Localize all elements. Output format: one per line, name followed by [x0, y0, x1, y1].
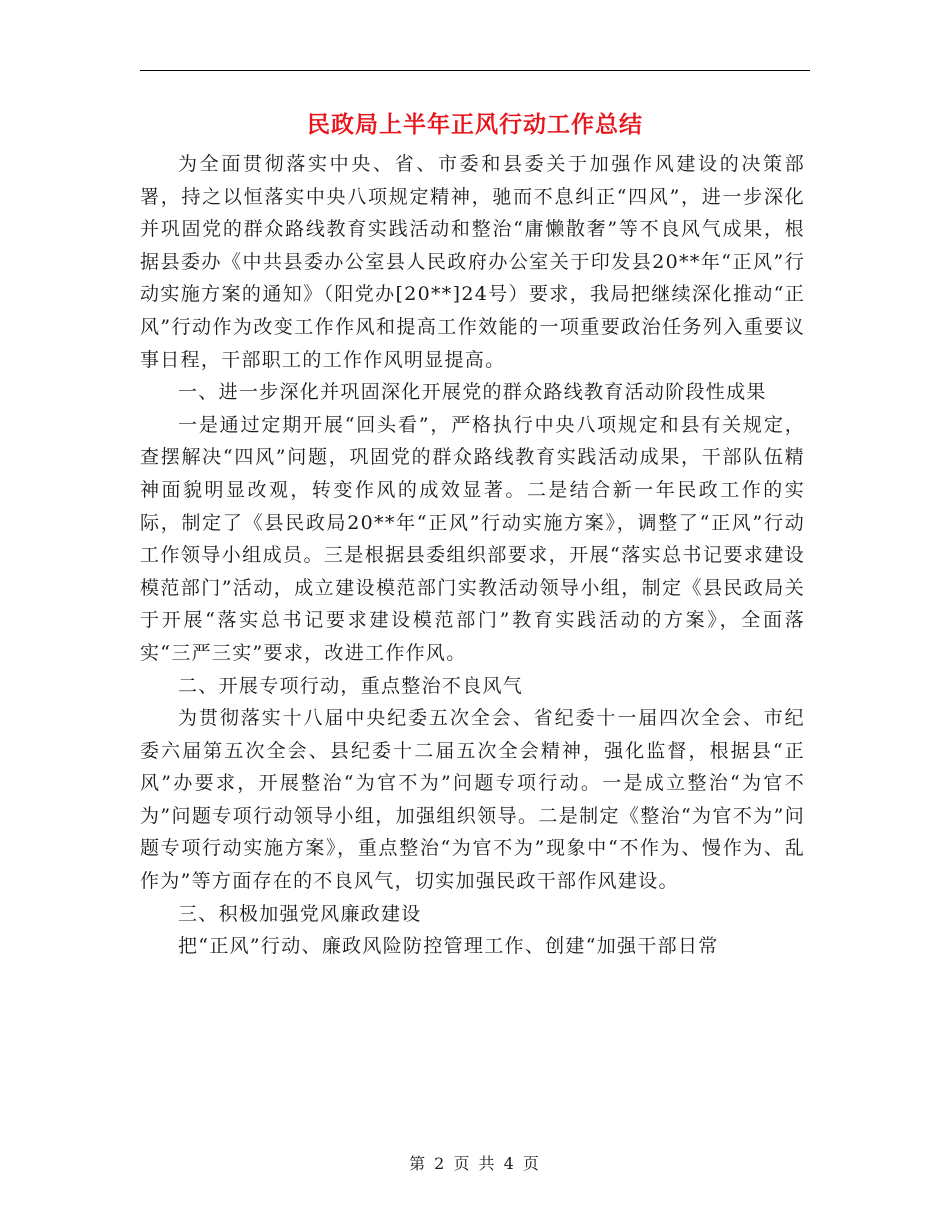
intro-paragraph: 为全面贯彻落实中央、省、市委和县委关于加强作风建设的决策部署，持之以恒落实中央八项规定精神，驰而不息纠正“四风”，进一步深化并巩固党的群众路线教育实践活动和整治“庸懒散奢”等不良风气成果，根据县委办《中共县委办公室县人民政府办公室关于印发县20**年“正风”行动实施方案的通知》（阳党办[20**]24号）要求，我局把继续深化推动“正风”行动作为改变工作作风和提高工作效能的一项重要政治任务列入重要议事日程，干部职工的工作作风明显提高。: [140, 153, 805, 371]
page-number-footer: 第 2 页 共 4 页: [409, 1154, 541, 1173]
section-heading-1: 一、进一步深化并巩固深化开展党的群众路线教育活动阶段性成果: [178, 381, 767, 404]
section-paragraph-3: 把“正风”行动、廉政风险防控管理工作、创建“加强干部日常: [178, 935, 719, 958]
section-paragraph-1: 一是通过定期开展“回头看”，严格执行中央八项规定和县有关规定，查摆解决“四风”问题，巩固党的群众路线教育实践活动成果，干部队伍精神面貌明显改观，转变作风的成效显著。二是结合新一年民政工作的实际，制定了《县民政局20**年“正风”行动实施方案》，调整了“正风”行动工作领导小组成员。三是根据县委组织部要求，开展“落实总书记要求建设模范部门”活动，成立建设模范部门实教活动领导小组，制定《县民政局关于开展“落实总书记要求建设模范部门”教育实践活动的方案》，全面落实“三严三实”要求，改进工作作风。: [140, 413, 805, 664]
section-paragraph-2: 为贯彻落实十八届中央纪委五次全会、省纪委十一届四次全会、市纪委六届第五次全会、县纪委十二届五次全会精神，强化监督，根据县“正风”办要求，开展整治“为官不为”问题专项行动。一是成立整治“为官不为”问题专项行动领导小组，加强组织领导。二是制定《整治“为官不为”问题专项行动实施方案》，重点整治“为官不为”现象中“不作为、慢作为、乱作为”等方面存在的不良风气，切实加强民政干部作风建设。: [140, 707, 805, 893]
document-title: 民政局上半年正风行动工作总结: [307, 111, 643, 138]
document-body: [140, 148, 805, 963]
header-rule: [140, 70, 810, 71]
section-heading-2: 二、开展专项行动，重点整治不良风气: [178, 674, 524, 697]
section-heading-3: 三、积极加强党风廉政建设: [178, 902, 422, 925]
